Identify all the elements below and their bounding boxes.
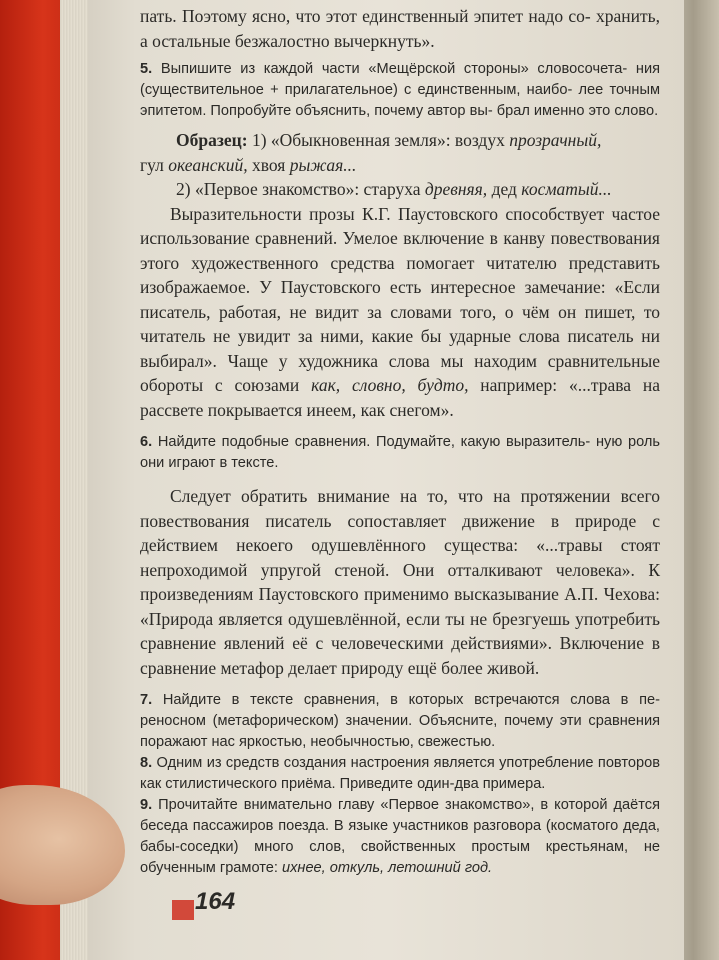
sample-line-1-text: 1) «Обыкновенная земля»: воздух: [247, 130, 510, 150]
sample-epithet-2: океанский,: [168, 154, 248, 175]
task-9: [140, 795, 660, 879]
task-5: [140, 59, 660, 122]
task-6: [140, 432, 660, 474]
task-9-dialect-words: ихнее, откуль, летошний год.: [282, 860, 493, 876]
task-7-number: 7.: [140, 692, 153, 708]
paragraph-comparisons-text-2: например: «...трава на рассвете покрывается инеем, как снегом».: [140, 375, 660, 420]
top-paragraph: пать. Поэтому ясно, что этот единственный эпитет надо со- хранить, а остальные безжалостно вычеркнуть».: [140, 6, 660, 51]
sample-line-2-text-a: гул: [140, 154, 169, 175]
sample-line-2-text-c: хвоя: [247, 154, 290, 175]
sample-epithet-3: рыжая...: [289, 154, 357, 175]
paragraph-comparisons: [140, 202, 660, 423]
sample-label: Образец:: [176, 130, 248, 150]
task-8: [140, 753, 660, 795]
task-7-text: Найдите в тексте сравнения, в которых встречаются слова в пе- реносном (метафорическом) значении. Объясните, почему эти сравнения поражают нас яркостью, необычностью, свежестью.: [140, 692, 660, 750]
sample-line-3-text-c: дед: [487, 179, 522, 199]
page-number-marker: [172, 900, 194, 920]
sample-line-3: [140, 177, 660, 202]
sample-line-1: [140, 128, 660, 153]
task-6-number: 6.: [140, 434, 153, 450]
paragraph-comparisons-text-1: Выразительности прозы К.Г. Паустовского способствует частое использование сравнений. Умелое включение в канву повествования этого художественного средства помогает читателю представить изображаемое. У Паустовского есть интересное замечание: «Если писатель, работая, не видит за словами того, о чём он пишет, то читатель не увидит за ними, какие бы ударные слова писатель ни выбирал». Чаще у художника слова мы находим сравнительные обороты с союзами: [140, 203, 660, 395]
page-number: 164: [195, 888, 236, 915]
task-9-text: Прочитайте внимательно главу «Первое знакомство», в которой даётся беседа пассажиров поезда. В языке участников разговора (косматого деда, бабы-соседки) много слов, свойственных простым крестьянам, не обученным грамоте:: [140, 797, 660, 876]
sample-line-2: [140, 153, 660, 178]
task-9-number: 9.: [140, 797, 153, 813]
task-6-text: Найдите подобные сравнения. Подумайте, какую выразитель- ную роль они играют в тексте.: [140, 434, 660, 471]
sample-block: [140, 128, 660, 202]
sample-epithet-1: прозрачный,: [509, 130, 602, 150]
sample-epithet-4: древняя,: [424, 179, 488, 199]
sample-line-3-text-a: 2) «Первое знакомство»: старуха: [176, 179, 425, 199]
task-5-text: Выпишите из каждой части «Мещёрской стороны» словосочета- ния (существительное + прилагательное) с единственным, наибо- лее точным эпитетом. Попробуйте объяснить, почему автор вы- брал именно это слово.: [140, 61, 660, 119]
paragraph-comparisons-conjunctions: как, словно, будто,: [311, 375, 469, 395]
task-5-number: 5.: [140, 61, 153, 77]
task-8-number: 8.: [140, 755, 153, 771]
paragraph-nature: Следует обратить внимание на то, что на протяжении всего повествования писатель сопоставляет движение в природе с действием некоего одушевлённого существа: «...травы стоят непроходимой упругой стеной. Они отталкивают человека». К произведениям Паустовского применимо высказывание А.П. Чехова: «Природа является одушевлённой, если ты не брезгуешь употребить сравнение явлений её с человеческими действиями». Включение в сравнение метафор делает природу ещё более живой.: [140, 486, 660, 678]
task-8-text: Одним из средств создания настроения является употребление повторов как стилистического приёма. Приведите один-два примера.: [140, 755, 660, 792]
page-text: [140, 4, 660, 879]
sample-epithet-5: косматый...: [521, 179, 612, 199]
task-7: [140, 690, 660, 753]
